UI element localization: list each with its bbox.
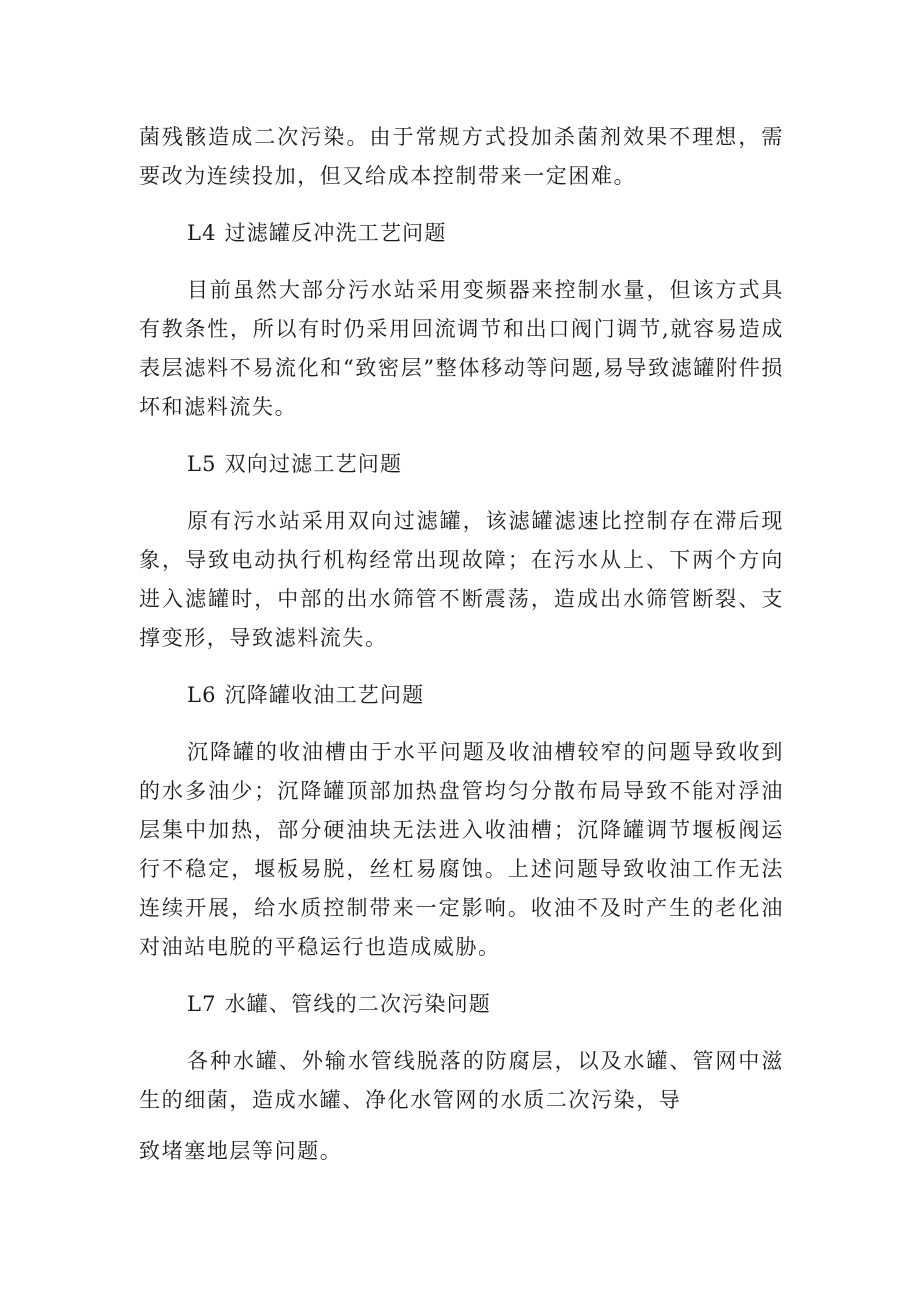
document-body xyxy=(139,118,784,1171)
section-heading-l6: L6 沉降罐收油工艺问题 xyxy=(187,683,425,707)
paragraph-l7-continuation: 致堵塞地层等问题。 xyxy=(139,1139,343,1163)
section-heading-l5: L5 双向过滤工艺问题 xyxy=(187,452,403,476)
paragraph-l7: 各种水罐、外输水管线脱落的防腐层，以及水罐、管网中滋生的细菌，造成水罐、净化水管网的水质二次污染，导 xyxy=(139,1049,784,1112)
paragraph-l4: 目前虽然大部分污水站采用变频器来控制水量，但该方式具有教条性，所以有时仍采用回流调节和出口阀门调节,就容易造成表层滤料不易流化和“致密层”整体移动等问题,易导致滤罐附件损坏和滤料流失。 xyxy=(139,278,784,419)
paragraph-l5: 原有污水站采用双向过滤罐，该滤罐滤速比控制存在滞后现象，导致电动执行机构经常出现故障；在污水从上、下两个方向进入滤罐时，中部的出水筛管不断震荡，造成出水筛管断裂、支撑变形，导致滤料流失。 xyxy=(139,509,784,650)
paragraph-intro: 菌残骸造成二次污染。由于常规方式投加杀菌剂效果不理想，需要改为连续投加，但又给成本控制带来一定困难。 xyxy=(139,125,784,188)
paragraph-l6: 沉降罐的收油槽由于水平问题及收油槽较窄的问题导致收到的水多油少；沉降罐顶部加热盘管均匀分散布局导致不能对浮油层集中加热，部分硬油块无法进入收油槽；沉降罐调节堰板阀运行不稳定，堰板易脱，丝杠易腐蚀。上述问题导致收油工作无法连续开展，给水质控制带来一定影响。收油不及时产生的老化油对油站电脱的平稳运行也造成威胁。 xyxy=(139,740,784,959)
section-heading-l4: L4 过滤罐反冲洗工艺问题 xyxy=(187,221,447,245)
section-heading-l7: L7 水罐、管线的二次污染问题 xyxy=(187,992,491,1016)
